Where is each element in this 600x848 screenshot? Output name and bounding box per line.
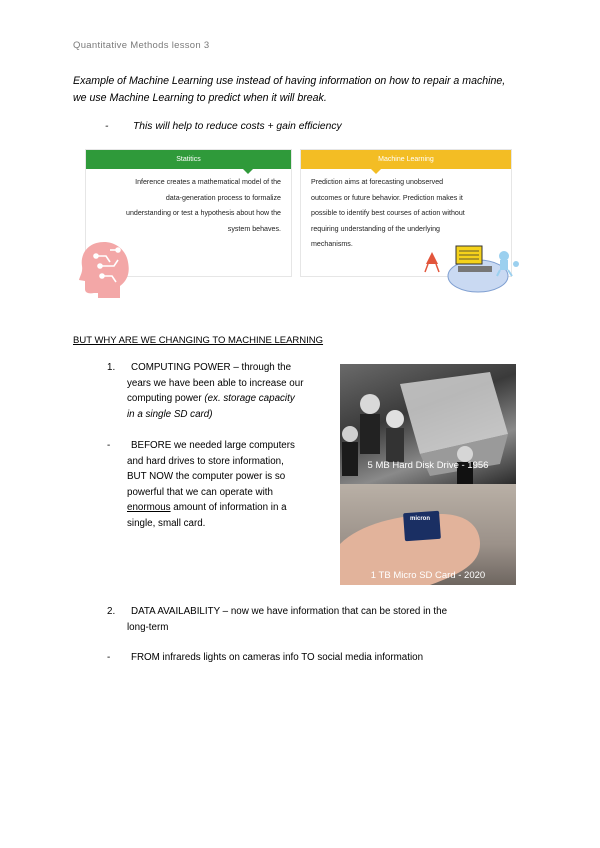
card-line: possible to identify best courses of action without <box>311 209 465 217</box>
item-line: and hard drives to store information, <box>127 455 284 467</box>
item-line: computing power <box>127 393 205 404</box>
notch-marker <box>243 169 253 174</box>
machine-learning-card-header <box>301 150 511 169</box>
photo-caption-top: 5 MB Hard Disk Drive - 1956 <box>367 460 489 471</box>
intro-bullet-text: This will help to reduce costs + gain efficiency <box>133 121 342 132</box>
intro-bullet <box>105 119 342 134</box>
photo-caption-bottom: 1 TB Micro SD Card - 2020 <box>370 570 486 581</box>
list-item-bullet-infrareds <box>107 650 527 666</box>
item-line: FROM infrareds lights on cameras info TO social media information <box>131 652 424 663</box>
dash-marker: - <box>105 121 109 132</box>
list-item-bullet-before-now <box>107 438 337 531</box>
card-line: Inference creates a mathematical model of the <box>135 178 281 186</box>
statistics-card-title: Statitics <box>176 156 201 163</box>
card-line: Prediction aims at forecasting unobserved <box>311 178 444 186</box>
section-title: BUT WHY ARE WE CHANGING TO MACHINE LEARNING <box>73 335 324 346</box>
item-number: 1. <box>107 362 116 373</box>
brain-head-icon <box>76 238 134 300</box>
card-line: system behaves. <box>227 224 281 233</box>
document-header: Quantitative Methods lesson 3 <box>73 40 210 51</box>
item-line: COMPUTING POWER – through the <box>131 362 292 373</box>
hard-disk-photo <box>340 364 516 484</box>
item-line-italic: (ex. storage capacity <box>204 393 295 404</box>
card-line: understanding or test a hypothesis about how the <box>126 209 281 217</box>
intro-line-2: we use Machine Learning to predict when it will break. <box>73 92 327 104</box>
list-item-data-availability <box>107 604 527 635</box>
statistics-card-body <box>86 169 291 243</box>
statistics-card-header <box>86 150 291 169</box>
list-item-computing-power <box>107 360 327 422</box>
machine-learning-card-title: Machine Learning <box>378 156 434 163</box>
card-line: data-generation process to formalize <box>165 193 281 202</box>
intro-paragraph <box>73 73 543 107</box>
dash-marker: - <box>107 440 111 451</box>
item-number: 2. <box>107 606 116 617</box>
item-line: years we have been able to increase our <box>127 377 304 389</box>
item-line: amount of information in a <box>170 502 287 513</box>
chip-brand-label: micron <box>410 516 431 522</box>
storage-comparison-photo <box>340 364 516 585</box>
item-line: single, small card. <box>127 517 206 529</box>
dash-marker: - <box>107 652 111 663</box>
item-line-italic: in a single SD card) <box>127 408 213 420</box>
card-line: mechanisms. <box>311 240 353 248</box>
item-line: DATA AVAILABILITY – now we have information that can be stored in the <box>131 606 448 617</box>
robot-computer-icon <box>418 242 523 296</box>
card-line: requiring understanding of the underlying <box>311 224 440 233</box>
intro-line-1: Example of Machine Learning use instead of having information on how to repair a machine, <box>73 75 506 87</box>
notch-marker <box>371 169 381 174</box>
item-line: long-term <box>127 621 169 633</box>
sd-card-photo <box>340 484 516 585</box>
item-line: powerful that we can operate with <box>127 486 273 498</box>
card-line: outcomes or future behavior. Prediction makes it <box>311 193 463 202</box>
item-line: BEFORE we needed large computers <box>131 440 295 451</box>
underlined-word: enormous <box>127 502 171 513</box>
item-line: BUT NOW the computer power is so <box>127 471 286 482</box>
